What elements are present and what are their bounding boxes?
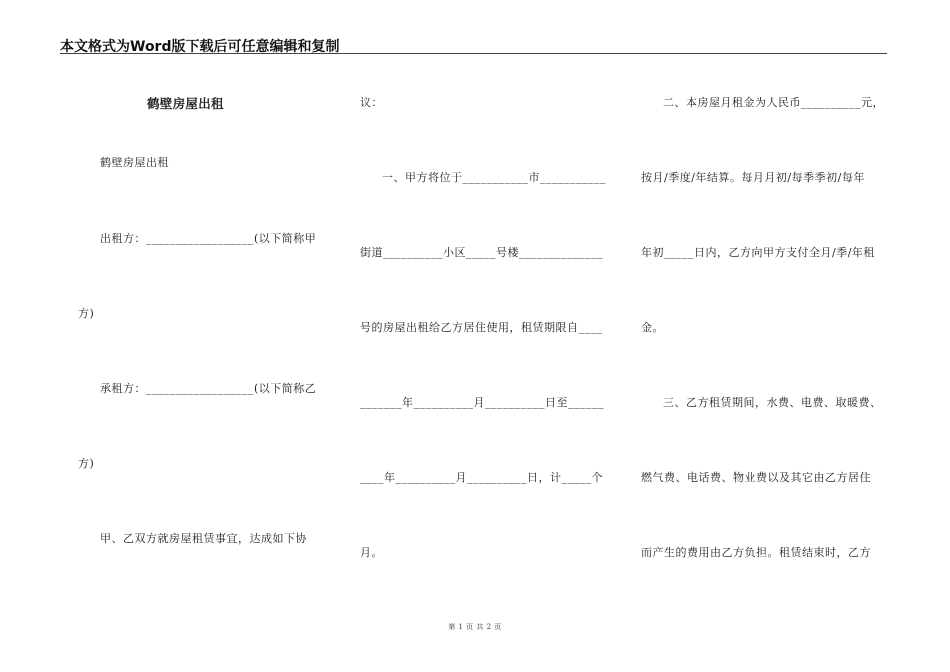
text-line: 三、乙方租赁期间，水费、电费、取暖费、	[663, 396, 882, 409]
text-line: 街道__________小区_____号楼______________	[360, 246, 603, 259]
text-line: 而产生的费用由乙方负担。租赁结束时，乙方	[641, 546, 871, 559]
text-line: 出租方：__________________(以下简称甲	[100, 232, 317, 245]
text-line: 燃气费、电话费、物业费以及其它由乙方居住	[641, 471, 871, 484]
text-line: 方)	[78, 307, 95, 320]
text-line: 年初_____日内，乙方向甲方支付全月/季/年租	[641, 246, 875, 259]
text-line: 二、本房屋月租金为人民币__________元，	[663, 96, 884, 109]
text-line: 月。	[360, 546, 383, 559]
text-line: 承租方：__________________(以下简称乙	[100, 382, 317, 395]
text-line: 一、甲方将位于___________市___________	[382, 171, 606, 184]
text-line: 甲、乙双方就房屋租赁事宜，达成如下协	[100, 532, 307, 545]
text-line: 方)	[78, 457, 95, 470]
document-header-title: 本文格式为Word版下载后可任意编辑和复制	[60, 39, 340, 55]
text-line: 号的房屋出租给乙方居住使用，租赁期限自____	[360, 321, 603, 334]
page-number: 第 1 页 共 2 页	[448, 623, 502, 631]
text-line: ____年__________月__________日，计_____个	[360, 471, 603, 484]
text-line: 鹤壁房屋出租	[100, 156, 169, 169]
text-line: 按月/季度/年结算。每月月初/每季季初/每年	[641, 171, 865, 184]
text-line: 金。	[641, 321, 664, 334]
text-line: _______年__________月__________日至______	[360, 396, 604, 409]
header-divider	[60, 53, 887, 54]
document-title: 鹤壁房屋出租	[147, 96, 224, 111]
text-line: 议：	[360, 96, 383, 109]
